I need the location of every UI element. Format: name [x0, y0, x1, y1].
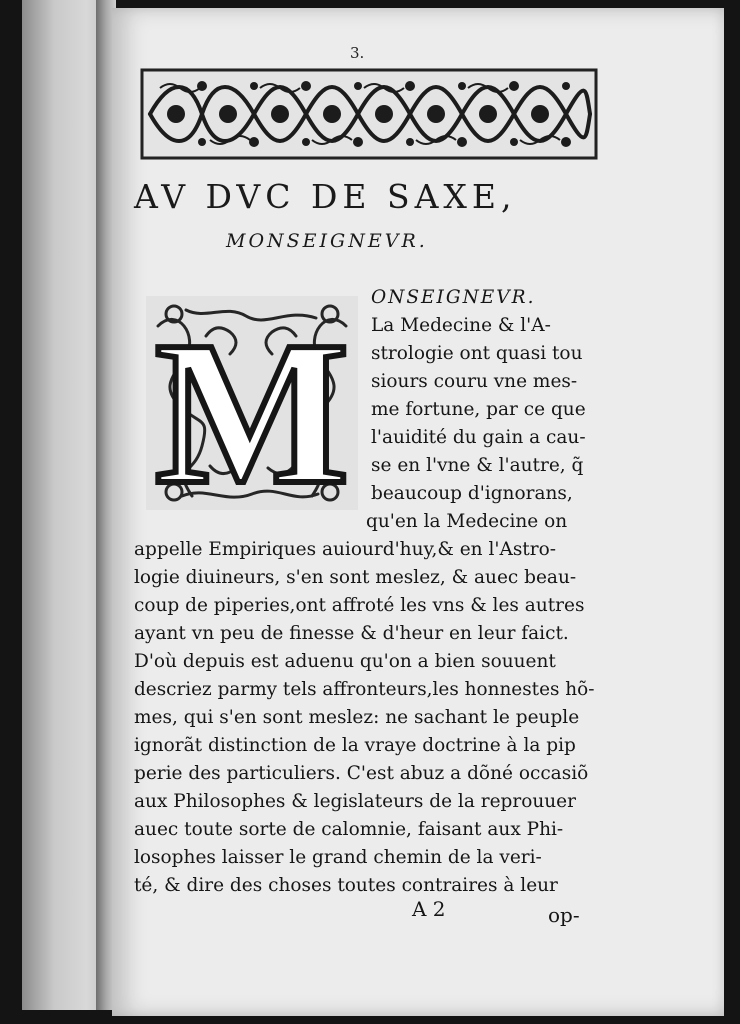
text-line: se en l'vne & l'autre, q̃	[371, 455, 584, 476]
catchword: op-	[548, 903, 580, 927]
text-line: qu'en la Medecine on	[366, 511, 568, 532]
text-line: auec toute sorte de calomnie, faisant aux Phi-	[134, 819, 564, 840]
page-number: 3.	[350, 44, 365, 62]
dropcap-letter: M	[154, 298, 350, 510]
decorated-initial-m	[146, 296, 358, 510]
text-line: La Medecine & l'A-	[371, 315, 551, 336]
text-line: descriez parmy tels affronteurs,les honnestes hõ-	[134, 679, 595, 700]
text-line: logie diuineurs, s'en sont meslez, & auec beau-	[134, 567, 577, 588]
dedication-heading: AV DVC DE SAXE,	[134, 177, 517, 216]
text-line: siours couru vne mes-	[371, 371, 578, 392]
text-line: losophes laisser le grand chemin de la veri-	[134, 847, 542, 868]
text-line: appelle Empiriques auiourd'huy,& en l'Astro-	[134, 539, 556, 560]
text-line: aux Philosophes & legislateurs de la reprouuer	[134, 791, 576, 812]
text-line: me fortune, par ce que	[371, 399, 586, 420]
headpiece-ornament	[140, 68, 598, 160]
text-line: coup de piperies,ont affroté les vns & les autres	[134, 595, 585, 616]
text-line: ayant vn peu de finesse & d'heur en leur faict.	[134, 623, 569, 644]
salutation: MONSEIGNEVR.	[226, 230, 428, 252]
text-line: strologie ont quasi tou	[371, 343, 583, 364]
text-line: té, & dire des choses toutes contraires à leur	[134, 875, 558, 896]
text-line: beaucoup d'ignorans,	[371, 483, 573, 504]
signature-mark: A 2	[412, 897, 446, 921]
text-line: l'auidité du gain a cau-	[371, 427, 586, 448]
text-line: mes, qui s'en sont meslez: ne sachant le peuple	[134, 707, 580, 728]
text-line: ignorãt distinction de la vraye doctrine à la pip	[134, 735, 576, 756]
text-line: ONSEIGNEVR.	[371, 287, 536, 308]
text-line: perie des particuliers. C'est abuz a dõné occasiõ	[134, 763, 589, 784]
text-line: D'où depuis est aduenu qu'on a bien souuent	[134, 651, 556, 672]
